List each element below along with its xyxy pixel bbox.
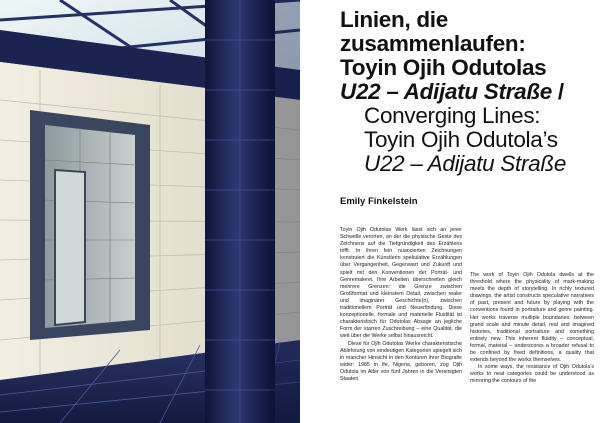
title-de-line-1: Linien, die bbox=[340, 7, 448, 32]
author-name: Emily Finkelstein bbox=[340, 196, 418, 207]
title-en-artwork-title: U22 – Adijatu Straße bbox=[364, 151, 567, 176]
title-de-line-2: zusammenlaufen: bbox=[340, 31, 526, 56]
body-de-paragraph: Diese für Ojih Odutolas Werke charakteristische Ablehnung von eindeutigen Kategorien spiegelt sich in mancher Hinsicht in den Konturen ihrer Biografie wider: 1985 in Ife, Nigeria, geboren, zog Ojih Odutola im Alter von fünf Jahren in die Vereinigten Staaten bbox=[340, 340, 462, 382]
title-de-line-3: Toyin Ojih Odutolas bbox=[340, 55, 547, 80]
body-de-paragraph: Toyin Ojih Odutolas Werk lässt sich an jener Schwelle verorten, an der die physische Geste des Zeichnens auf die Tiefgründigkeit des Erzählens trifft. In ihren fein nuancierten Zeichnungen konstruiert die Künstlerin spekulative Erzählungen über Vergangenheit, Gegenwart und Zukunft und spielt mit den Konventionen der Porträt- und Genremalerei. Ihre Arbeiten überschreiten gleich mehrere Grenzen: die Grenze zwischen Großformat und kleinstem Detail, zwischen realer und imaginärer Geschichte(n), zwischen traditionellem Porträt und Neuerfindung. Diese konzeptionelle, formale und materielle Fluidität ist charakteristisch für Odutolas Absage an jegliche Form der starren Zuschreibung – eine Qualität, die weit über die Werke selbst hinausreicht. bbox=[340, 227, 462, 340]
inner-door bbox=[55, 170, 85, 325]
title-de-artwork-title: U22 – Adijatu Straße bbox=[340, 79, 552, 104]
body-english-column bbox=[470, 272, 594, 423]
title-separator: / bbox=[551, 79, 564, 104]
title-german bbox=[340, 8, 596, 104]
text-page bbox=[300, 0, 600, 423]
title-english bbox=[364, 104, 596, 176]
body-german-column bbox=[340, 227, 462, 423]
title-en-line-2: Toyin Ojih Odutola’s bbox=[364, 127, 558, 152]
title-en-line-1: Converging Lines: bbox=[364, 103, 541, 128]
body-en-paragraph: The work of Toyin Ojih Odutola dwells at the threshold where the physicality of mark-making meets the depth of storytelling. In richly textured drawings, the artist constructs speculative narratives of past, present and future by playing with the conventions found in portraiture and genre painting. Her works traverse multiple boundaries: between grand scale and minute detail, real and imagined histories, traditional portraiture and something entirely new. This inherent fluidity – conceptual, formal, material – underscores a broader refusal to be confined by fixed definitions, a quality that extends beyond the works themselves. bbox=[470, 272, 594, 364]
body-en-paragraph: In some ways, the resistance of Ojih Odutola’s works to neat categories could be understood as mirroring the contours of the bbox=[470, 364, 594, 385]
